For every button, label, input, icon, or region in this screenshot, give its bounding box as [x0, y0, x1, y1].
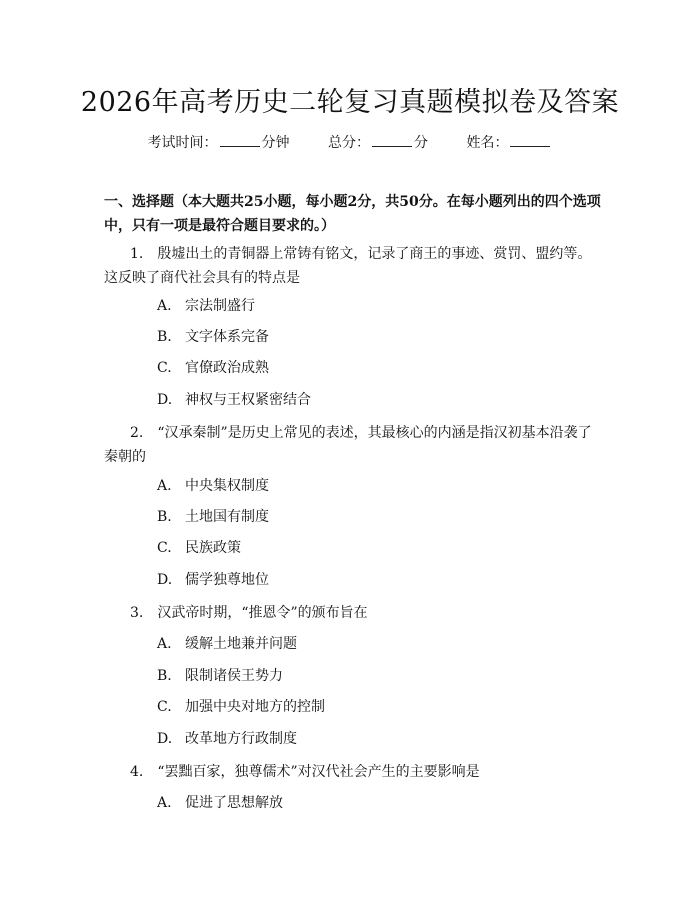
option-letter: B. — [157, 329, 172, 345]
question-4: 4. “罢黜百家，独尊儒术”对汉代社会产生的主要影响是 — [130, 764, 480, 780]
option-text: 中央集权制度 — [185, 478, 269, 494]
score-label: 总分： — [328, 135, 370, 151]
name-blank — [510, 134, 550, 147]
score-blank — [372, 134, 412, 147]
score-unit: 分 — [414, 135, 428, 151]
question-2-option-b — [157, 507, 269, 527]
option-letter: D. — [157, 392, 173, 408]
question-2-option-c — [157, 538, 241, 558]
option-letter: B. — [157, 509, 172, 525]
option-letter: D. — [157, 572, 173, 588]
option-letter: A. — [157, 636, 172, 652]
question-1: 1. 殷墟出土的青铜器上常铸有铭文，记录了商王的事迹、赏罚、盟约等。这反映了商代社会具有的特点是 — [104, 246, 592, 286]
option-text: 缓解土地兼并问题 — [185, 636, 297, 652]
option-letter: A. — [157, 478, 172, 494]
question-4-option-a — [157, 793, 283, 813]
option-letter: C. — [157, 540, 172, 556]
option-text: 文字体系完备 — [185, 329, 269, 345]
time-blank — [220, 134, 260, 147]
option-text: 官僚政治成熟 — [185, 360, 269, 376]
page-title: 2026年高考历史二轮复习真题模拟卷及答案 — [80, 87, 620, 118]
option-text: 改革地方行政制度 — [185, 731, 297, 747]
option-text: 神权与王权紧密结合 — [185, 392, 311, 408]
option-letter: D. — [157, 731, 173, 747]
question-1-option-c — [157, 358, 269, 378]
student-name-field — [466, 132, 552, 152]
option-letter: C. — [157, 360, 172, 376]
option-letter: B. — [157, 668, 172, 684]
time-label: 考试时间： — [147, 135, 218, 151]
name-label: 姓名： — [466, 135, 509, 151]
question-3-option-b — [157, 666, 283, 686]
exam-time-field — [148, 132, 290, 152]
question-2-option-d — [157, 570, 269, 590]
option-letter: A. — [157, 298, 172, 314]
option-letter: C. — [157, 699, 172, 715]
section-heading: 一、选择题（本大题共25小题，每小题2分，共50分。在每小题列出的四个选项中，只有一项是最符合题目要求的。） — [104, 194, 601, 234]
question-1-option-d — [157, 390, 311, 410]
option-text: 儒学独尊地位 — [185, 572, 269, 588]
option-text: 宗法制盛行 — [185, 298, 255, 314]
option-text: 民族政策 — [185, 540, 241, 556]
option-text: 加强中央对地方的控制 — [185, 699, 325, 715]
option-text: 土地国有制度 — [185, 509, 269, 525]
question-2-option-a — [157, 476, 269, 496]
question-3-option-d — [157, 729, 297, 749]
question-1-option-a — [157, 296, 255, 316]
question-2: 2. “汉承秦制”是历史上常见的表述，其最核心的内涵是指汉初基本沿袭了秦朝的 — [104, 425, 592, 465]
question-3: 3. 汉武帝时期，“推恩令”的颁布旨在 — [130, 605, 368, 621]
option-letter: A. — [157, 795, 172, 811]
total-score-field — [328, 132, 428, 152]
question-3-option-c — [157, 697, 325, 717]
option-text: 限制诸侯王势力 — [185, 668, 283, 684]
exam-meta — [0, 132, 700, 152]
question-3-option-a — [157, 634, 297, 654]
time-unit: 分钟 — [261, 135, 290, 151]
option-text: 促进了思想解放 — [185, 795, 283, 811]
question-1-option-b — [157, 327, 269, 347]
